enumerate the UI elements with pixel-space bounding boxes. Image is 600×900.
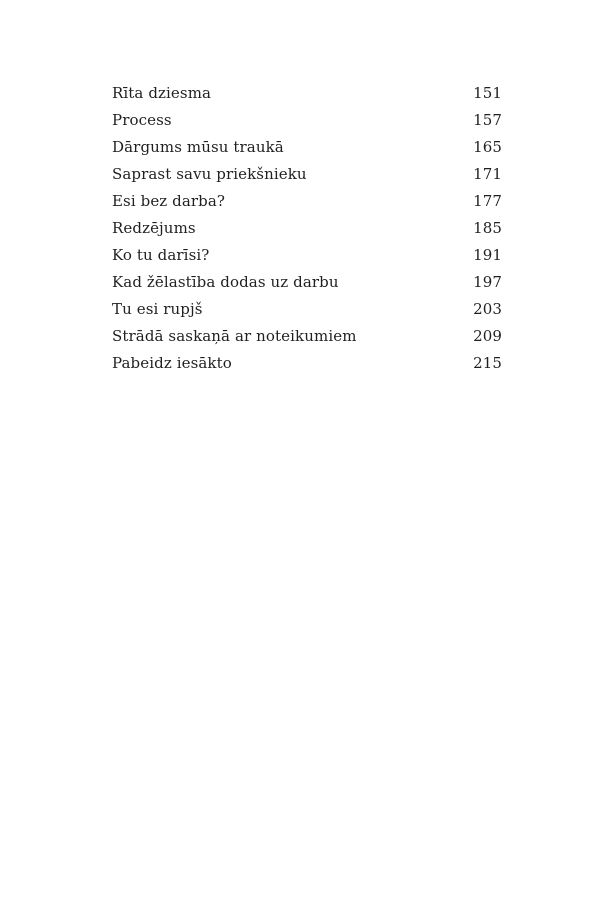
toc-entry [112,161,502,188]
toc-entry-page-number: 157 [473,111,502,129]
toc-entry-title: Ko tu darīsi? [112,246,210,264]
toc-entry [112,215,502,242]
toc-entry-page-number: 203 [473,300,502,318]
toc-entry-page-number: 215 [473,354,502,372]
toc-entry-title: Kad žēlastība dodas uz darbu [112,273,339,291]
toc-entry [112,134,502,161]
toc-entry-page-number: 197 [473,273,502,291]
toc-entry [112,80,502,107]
toc-entry [112,350,502,377]
toc-entry-title: Dārgums mūsu traukā [112,138,284,156]
toc-entry-page-number: 171 [473,165,502,183]
toc-entry-page-number: 209 [473,327,502,345]
toc-entry-title: Strādā saskaņā ar noteikumiem [112,327,357,345]
toc-entry [112,242,502,269]
toc-entry-title: Rīta dziesma [112,84,212,102]
toc-entry [112,323,502,350]
toc-entry-page-number: 191 [473,246,502,264]
toc-entry-title: Saprast savu priekšnieku [112,165,307,183]
toc-entry-page-number: 185 [473,219,502,237]
toc-entry-page-number: 151 [473,84,502,102]
toc-entry-title: Tu esi rupjš [112,300,203,318]
table-of-contents [112,80,502,377]
toc-entry-title: Process [112,111,172,129]
toc-entry-page-number: 165 [473,138,502,156]
toc-entry [112,188,502,215]
toc-entry-page-number: 177 [473,192,502,210]
toc-entry [112,296,502,323]
toc-entry-title: Redzējums [112,219,196,237]
toc-entry-title: Esi bez darba? [112,192,226,210]
toc-entry-title: Pabeidz iesākto [112,354,232,372]
toc-entry [112,107,502,134]
toc-entry [112,269,502,296]
